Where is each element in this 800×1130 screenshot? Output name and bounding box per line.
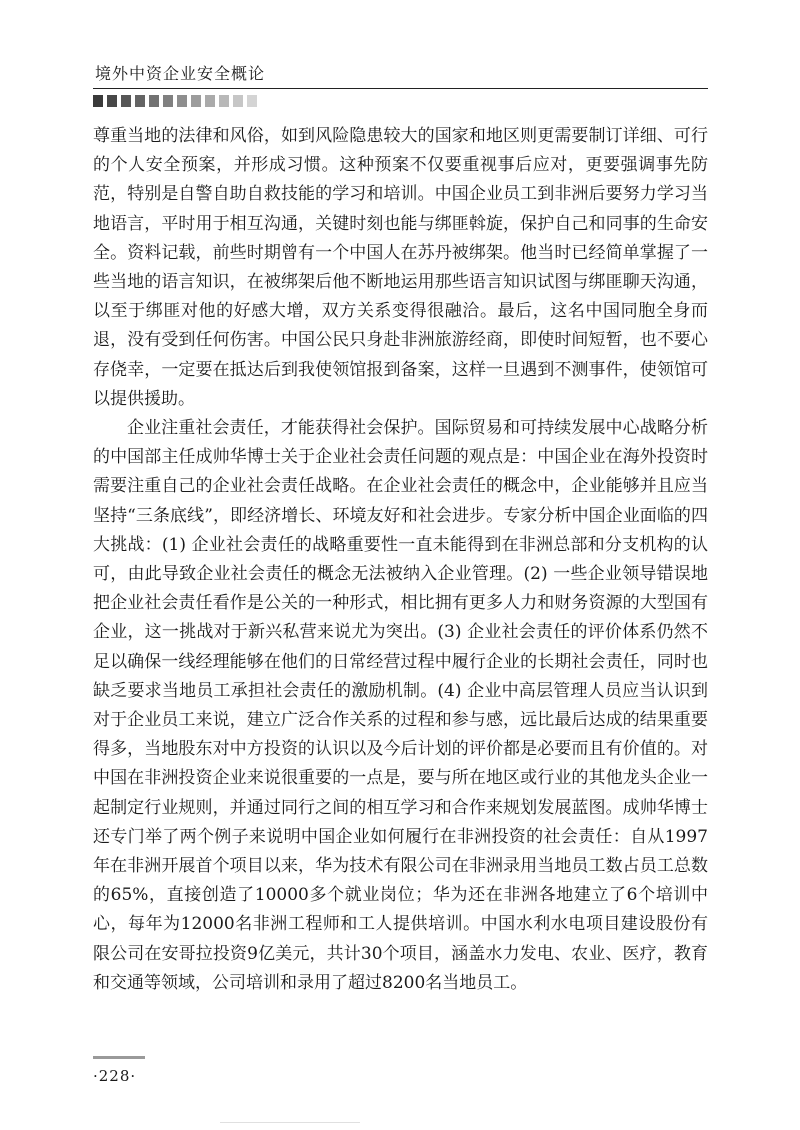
paragraph-social-responsibility: 企业注重社会责任，才能获得社会保护。国际贸易和可持续发展中心战略分析的中国部主任成帅华博士关于企业社会责任问题的观点是：中国企业在海外投资时需要注重自己的企业社会责任战略。在企业社会责任的概念中，企业能够并且应当坚持“三条底线”，即经济增长、环境友好和社会进步。专家分析中国企业面临的四大挑战：(1) 企业社会责任的战略重要性一直未能得到在非洲总部和分支机构的认可，由此导致企业社会责任的概念无法被纳入企业管理。(2) 一些企业领导错误地把企业社会责任看作是公关的一种形式，相比拥有更多人力和财务资源的大型国有企业，这一挑战对于新兴私营来说尤为突出。(3) 企业社会责任的评价体系仍然不足以确保一线经理能够在他们的日常经营过程中履行企业的长期社会责任，同时也缺乏要求当地员工承担社会责任的激励机制。(4) 企业中高层管理人员应当认识到对于企业员工来说，建立广泛合作关系的过程和参与感，远比最后达成的结果重要得多，当地股东对中方投资的认识以及今后计划的评价都是必要而且有价值的。对中国在非洲投资企业来说很重要的一点是，要与所在地区或行业的其他龙头企业一起制定行业规则，并通过同行之间的相互学习和合作来规划发展蓝图。成帅华博士还专门举了两个例子来说明中国企业如何履行在非洲投资的社会责任：自从1997年在非洲开展首个项目以来，华为技术有限公司在非洲录用当地员工数占员工总数的65%，直接创造了10000多个就业岗位；华为还在非洲各地建立了6个培训中心，每年为12000名非洲工程师和工人提供培训。中国水利水电项目建设股份有限公司在安哥拉投资9亿美元，共计30个项目，涵盖水力发电、农业、医疗，教育和交通等领域，公司培训和录用了超过8200名当地员工。: [93, 418, 708, 993]
bottom-faint-line: [220, 1122, 360, 1123]
paragraph-continued: 尊重当地的法律和风俗，如到风险隐患较大的国家和地区则更需要制订详细、可行的个人安全预案，并形成习惯。这种预案不仅要重视事后应对，更要强调事先防范，特别是自警自助自救技能的学习和培训。中国企业员工到非洲后要努力学习当地语言，平时用于相互沟通，关键时刻也能与绑匪斡旋，保护自己和同事的生命安全。资料记载，前些时期曾有一个中国人在苏丹被绑架。他当时已经简单掌握了一些当地的语言知识，在被绑架后他不断地运用那些语言知识试图与绑匪聊天沟通，以至于绑匪对他的好感大增，双方关系变得很融洽。最后，这名中国同胞全身而退，没有受到任何伤害。中国公民只身赴非洲旅游经商，即使时间短暂，也不要心存侥幸，一定要在抵达后到我使领馆报到备案，这样一旦遇到不测事件，使领馆可以提供援助。: [93, 126, 708, 409]
footer-bar: [93, 1056, 145, 1059]
decorative-square: [149, 95, 159, 107]
page-number: ·228·: [93, 1067, 137, 1085]
page-body: [93, 122, 708, 998]
decorative-square: [233, 95, 243, 107]
decorative-square: [107, 95, 117, 107]
decorative-square: [191, 95, 201, 107]
running-header: [93, 64, 708, 107]
page-footer: [93, 1056, 145, 1085]
decorative-square: [177, 95, 187, 107]
decorative-square: [163, 95, 173, 107]
decorative-square: [219, 95, 229, 107]
decorative-square: [121, 95, 131, 107]
decorative-square: [135, 95, 145, 107]
decorative-square-strip: [93, 95, 708, 107]
decorative-square: [93, 95, 103, 107]
book-title: 境外中资企业安全概论: [95, 64, 266, 83]
decorative-square: [205, 95, 215, 107]
decorative-square: [247, 95, 257, 107]
header-rule: [93, 88, 708, 89]
